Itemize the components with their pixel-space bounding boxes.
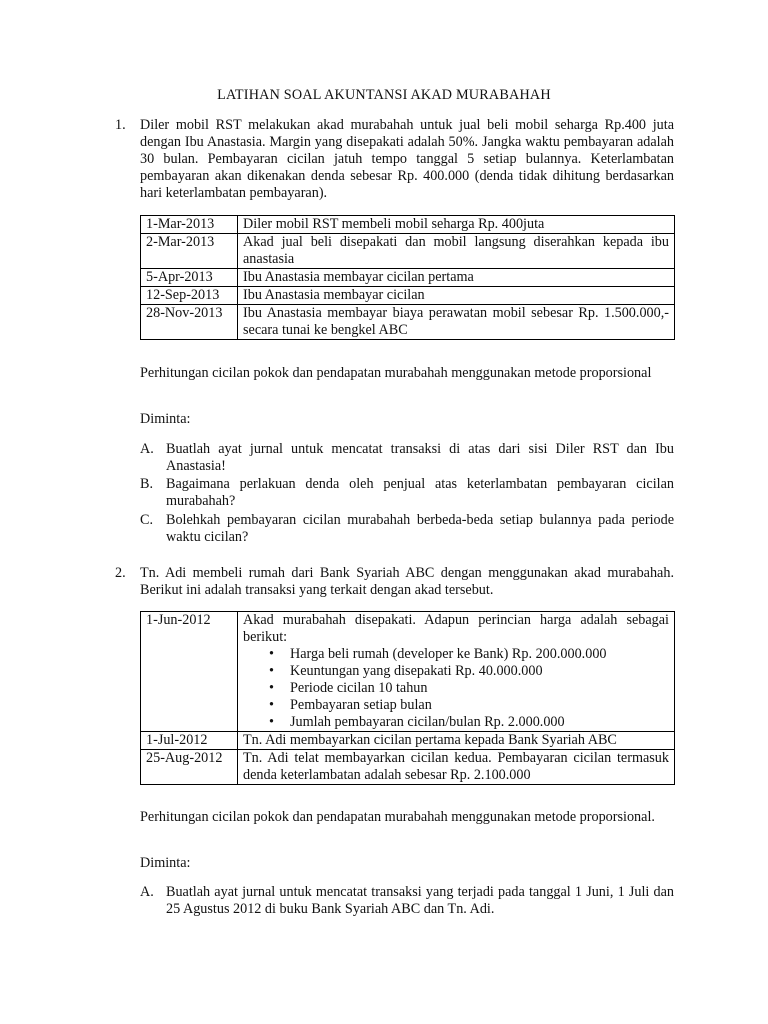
table-cell-description: Akad jual beli disepakati dan mobil langsung diserahkan kepada ibu anastasia — [238, 234, 675, 269]
task-text: Buatlah ayat jurnal untuk mencatat transaksi di atas dari sisi Diler RST dan Ibu Anastasia! — [166, 441, 674, 474]
bullet-icon: • — [269, 680, 274, 696]
table-cell-date: 2-Mar-2013 — [141, 234, 238, 269]
table-row — [141, 287, 675, 305]
list-item: • Jumlah pembayaran cicilan/bulan Rp. 2.000.000 — [269, 714, 565, 730]
table-cell-date: 12-Sep-2013 — [141, 287, 238, 305]
task-text: Bolehkah pembayaran cicilan murabahah berbeda-beda setiap bulannya pada periode waktu cicilan? — [166, 512, 674, 545]
list-item: • Harga beli rumah (developer ke Bank) Rp. 200.000.000 — [269, 646, 607, 662]
table-cell-date: 1-Mar-2013 — [141, 216, 238, 234]
bullet-icon: • — [269, 697, 274, 713]
question-1-number: 1. — [115, 117, 126, 133]
table-cell-description: Diler mobil RST membeli mobil seharga Rp. 400juta — [238, 216, 675, 234]
list-item: • Keuntungan yang disepakati Rp. 40.000.000 — [269, 663, 543, 679]
table-cell-description: Ibu Anastasia membayar cicilan pertama — [238, 269, 675, 287]
table-row — [141, 216, 675, 234]
list-item: • Periode cicilan 10 tahun — [269, 680, 428, 696]
question-1-task-a — [140, 441, 674, 475]
table-cell-date: 25-Aug-2012 — [141, 750, 238, 785]
table-cell-description: Tn. Adi membayarkan cicilan pertama kepada Bank Syariah ABC — [238, 732, 675, 750]
table-row — [141, 269, 675, 287]
table-cell-description — [238, 612, 675, 732]
table-cell-date: 5-Apr-2013 — [141, 269, 238, 287]
task-text: Bagaimana perlakuan denda oleh penjual atas keterlambatan pembayaran cicilan murabahah? — [166, 476, 674, 509]
table-row — [141, 612, 675, 732]
table-row — [141, 750, 675, 785]
question-2-task-a — [140, 884, 674, 918]
task-label: A. — [140, 884, 154, 900]
question-1-task-c — [140, 512, 674, 546]
table-row — [141, 305, 675, 340]
table-cell-description: Tn. Adi telat membayarkan cicilan kedua. Pembayaran cicilan termasuk denda keterlambatan adalah sebesar Rp. 2.100.000 — [238, 750, 675, 785]
table-cell-description: Ibu Anastasia membayar cicilan — [238, 287, 675, 305]
price-detail-list — [243, 646, 669, 731]
bullet-icon: • — [269, 714, 274, 730]
question-1-transaction-table — [140, 215, 675, 340]
question-1-task-b — [140, 476, 674, 510]
list-item: • Pembayaran setiap bulan — [269, 697, 432, 713]
question-2-number: 2. — [115, 565, 126, 581]
table-cell-date: 1-Jun-2012 — [141, 612, 238, 732]
question-1-method: Perhitungan cicilan pokok dan pendapatan murabahah menggunakan metode proporsional — [140, 365, 652, 381]
table-row — [141, 732, 675, 750]
question-2-transaction-table — [140, 611, 675, 785]
question-1-diminta: Diminta: — [140, 411, 191, 427]
question-2-diminta: Diminta: — [140, 855, 191, 871]
bullet-icon: • — [269, 663, 274, 679]
question-2-text: Tn. Adi membeli rumah dari Bank Syariah ABC dengan menggunakan akad murabahah. Berikut ini adalah transaksi yang terkait dengan akad tersebut. — [140, 565, 674, 598]
akad-intro-text: Akad murabahah disepakati. Adapun perincian harga adalah sebagai berikut: — [243, 612, 669, 645]
table-cell-date: 28-Nov-2013 — [141, 305, 238, 340]
task-label: C. — [140, 512, 154, 528]
question-2-method: Perhitungan cicilan pokok dan pendapatan murabahah menggunakan metode proporsional. — [140, 809, 655, 825]
table-row — [141, 234, 675, 269]
table-cell-date: 1-Jul-2012 — [141, 732, 238, 750]
task-label: A. — [140, 441, 154, 457]
task-text: Buatlah ayat jurnal untuk mencatat transaksi yang terjadi pada tanggal 1 Juni, 1 Juli dan 25 Agustus 2012 di buku Bank Syariah ABC dan Tn. Adi. — [166, 884, 674, 917]
question-1-text: Diler mobil RST melakukan akad murabahah untuk jual beli mobil seharga Rp.400 juta dengan Ibu Anastasia. Margin yang disepakati adalah 50%. Jangka waktu pembayaran adalah 30 bulan. Pembayaran cicilan jatuh tempo tanggal 5 setiap bulannya. Keterlambatan pembayaran akan dikenakan denda sebesar Rp. 400.000 (denda tidak dihitung berdasarkan hari keterlambatan pembayaran). — [140, 117, 674, 201]
task-label: B. — [140, 476, 154, 492]
page-title: LATIHAN SOAL AKUNTANSI AKAD MURABAHAH — [217, 87, 551, 103]
table-cell-description: Ibu Anastasia membayar biaya perawatan mobil sebesar Rp. 1.500.000,- secara tunai ke bengkel ABC — [238, 305, 675, 340]
bullet-icon: • — [269, 646, 274, 662]
